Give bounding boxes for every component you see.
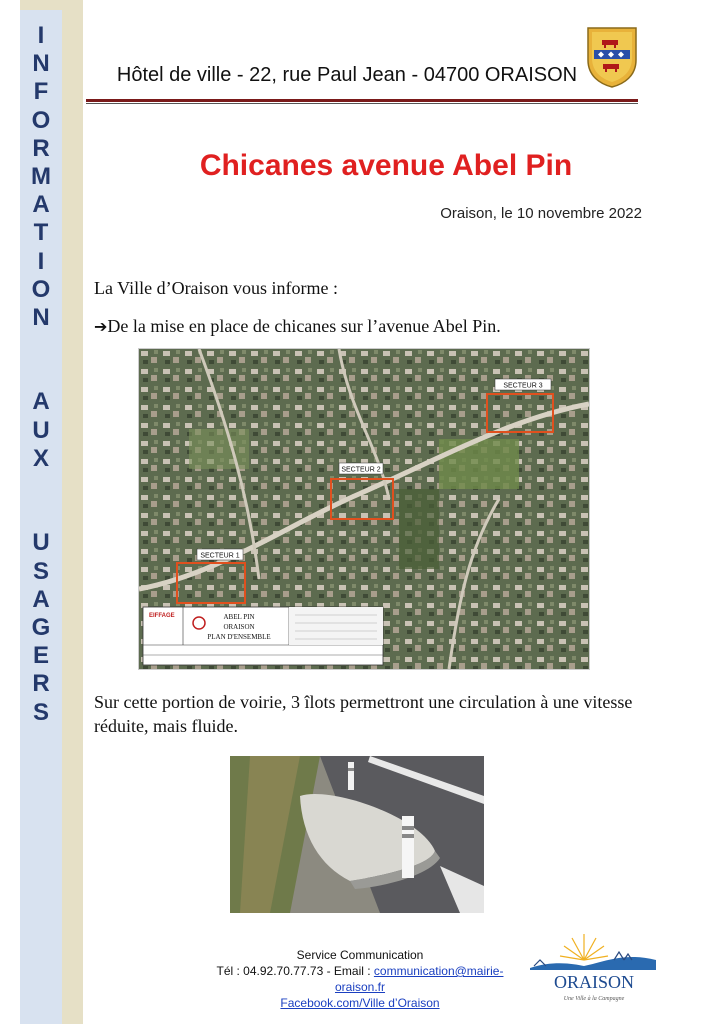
cartouche-title: ABEL PIN [223, 613, 255, 621]
sidebar-letter [20, 360, 62, 388]
bullet-line [94, 316, 501, 337]
footer-email-link[interactable]: communication@mairie-oraison.fr [334, 964, 504, 994]
sidebar-vertical-text [20, 22, 62, 727]
sidebar-letter: O [31, 275, 51, 303]
sidebar-letter: N [32, 50, 50, 78]
map-sector-label: SECTEUR 3 [503, 382, 543, 390]
sidebar-letter: G [31, 613, 51, 641]
sidebar-letter: O [31, 106, 51, 134]
sidebar-letter: R [32, 670, 50, 698]
sidebar-letter: X [32, 444, 49, 472]
aerial-map-image [138, 348, 590, 670]
cartouche-title: ORAISON [223, 623, 255, 631]
sidebar-letter: I [37, 22, 45, 49]
sidebar-letter: E [32, 642, 49, 670]
arrow-right-icon: ➔ [94, 317, 108, 336]
sidebar-letter [20, 501, 62, 529]
sidebar-letter [20, 332, 62, 360]
map-sector-label: SECTEUR 1 [200, 552, 240, 560]
sidebar-letter: R [32, 134, 50, 162]
page-title: Chicanes avenue Abel Pin [199, 149, 573, 182]
sidebar-letter: I [37, 247, 45, 275]
sidebar-letter: M [31, 162, 51, 190]
sidebar-letter: N [32, 303, 50, 331]
footer-phone: Tél : 04.92.70.77.73 - Email : [216, 964, 374, 978]
sidebar-letter: S [32, 698, 49, 726]
sidebar-letter: F [33, 78, 49, 106]
intro-text: La Ville d’Oraison vous informe : [94, 278, 339, 298]
cartouche-title: PLAN D'ENSEMBLE [207, 633, 271, 641]
sidebar-letter: A [32, 191, 50, 219]
document-date: Oraison, le 10 novembre 2022 [440, 205, 642, 222]
body-paragraph: Sur cette portion de voirie, 3 îlots permettront une circulation à une vitesse réduite, mais fluide. [94, 692, 633, 736]
logo-wordmark: ORAISON [553, 972, 635, 992]
coat-of-arms-icon [586, 26, 638, 88]
traffic-island-photo [230, 756, 484, 913]
header-address: Hôtel de ville - 22, rue Paul Jean - 04700 ORAISON [116, 64, 578, 86]
oraison-logo [524, 930, 664, 1010]
header-divider [86, 99, 638, 102]
cartouche-company: EIFFAGE [149, 613, 175, 619]
sidebar-letter: T [33, 219, 49, 247]
bullet-text: De la mise en place de chicanes sur l’avenue Abel Pin. [107, 316, 501, 336]
sidebar-letter: A [32, 585, 50, 613]
map-sector-label: SECTEUR 2 [341, 466, 381, 474]
header-divider-thin [86, 103, 638, 104]
footer-contact [200, 947, 520, 1011]
logo-tagline: Une Ville à la Campagne [563, 996, 625, 1002]
footer-facebook-link[interactable]: Facebook.com/Ville d’Oraison [280, 996, 440, 1010]
sidebar-letter: U [32, 529, 50, 557]
sidebar-letter: A [32, 388, 50, 416]
sidebar-letter [20, 473, 62, 501]
sidebar-letter: S [32, 557, 49, 585]
footer-service: Service Communication [296, 948, 424, 962]
footer-contact-line [200, 963, 520, 995]
sidebar-letter: U [32, 416, 50, 444]
